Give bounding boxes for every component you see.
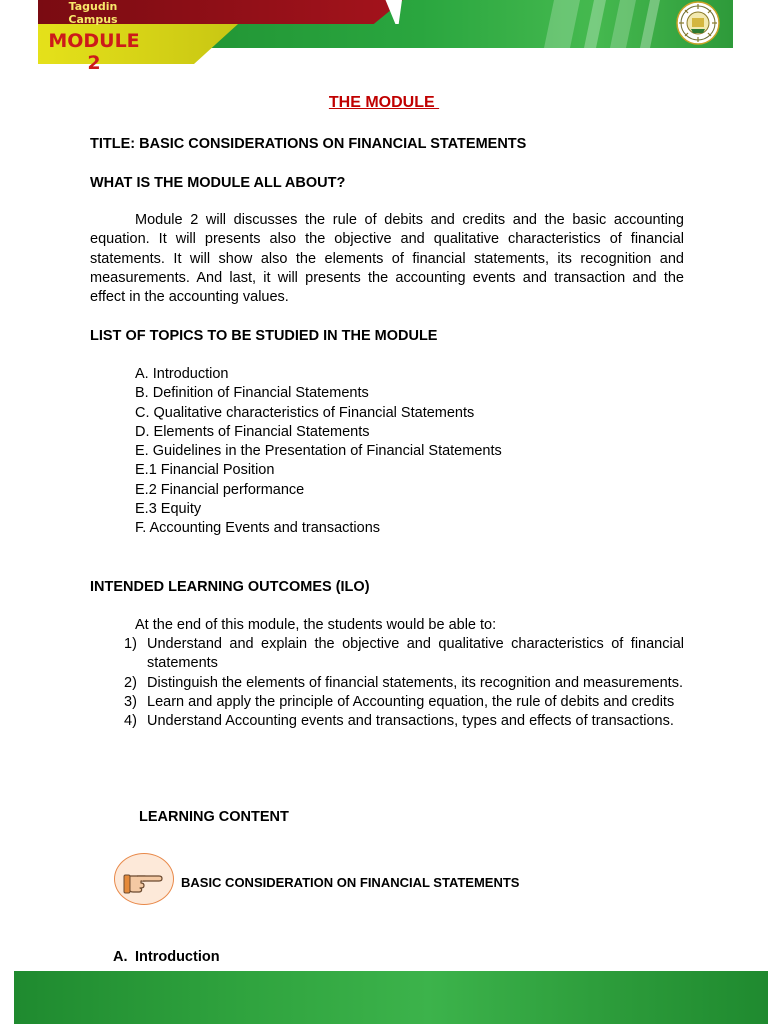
- ilo-text: Understand and explain the objective and qualitative characteristics of financial statements: [147, 636, 684, 672]
- footer-banner: [14, 971, 768, 1024]
- list-item: E.1 Financial Position: [135, 462, 275, 479]
- list-item: D. Elements of Financial Statements: [135, 423, 370, 440]
- ilo-text: Distinguish the elements of financial statements, its recognition and measurements.: [147, 674, 683, 691]
- learning-content-heading: LEARNING CONTENT: [139, 809, 289, 825]
- about-paragraph: [90, 211, 684, 307]
- ilo-intro: At the end of this module, the students would be able to:: [135, 617, 497, 633]
- ilo-list: [124, 635, 684, 731]
- header-stripes: [540, 0, 690, 48]
- section-a-number: A.: [113, 949, 128, 965]
- pointing-hand-icon: [115, 854, 173, 904]
- ilo-number: 3): [124, 693, 137, 710]
- list-item: A. Introduction: [135, 366, 229, 382]
- list-item: E.3 Equity: [135, 501, 202, 518]
- module-number: MODULE 2: [48, 30, 140, 74]
- list-item: B. Definition of Financial Statements: [135, 385, 369, 402]
- section-a-title: Introduction: [135, 949, 220, 965]
- about-heading: WHAT IS THE MODULE ALL ABOUT?: [90, 175, 346, 191]
- list-item: E. Guidelines in the Presentation of Financial Statements: [135, 443, 502, 460]
- ilo-heading: INTENDED LEARNING OUTCOMES (ILO): [90, 579, 370, 595]
- topics-heading: LIST OF TOPICS TO BE STUDIED IN THE MODULE: [90, 328, 438, 344]
- basic-consideration-label: BASIC CONSIDERATION ON FINANCIAL STATEMENTS: [181, 875, 520, 890]
- ilo-item: [124, 712, 684, 731]
- about-text: Module 2 will discusses the rule of debits and credits and the basic accounting equation. It will presents also the objective and qualitative characteristics of financial statements. It will show also the elements of financial statements, its recognition and measurements. And last, it will presents the accounting events and transaction and the effect in the accounting values.: [90, 212, 684, 306]
- ilo-item: [124, 693, 684, 712]
- campus-label: Tagudin Campus: [68, 0, 118, 26]
- ilo-item: [124, 635, 684, 674]
- pointer-badge: [114, 853, 174, 905]
- module-title: TITLE: BASIC CONSIDERATIONS ON FINANCIAL STATEMENTS: [90, 136, 527, 152]
- ilo-number: 4): [124, 713, 137, 730]
- ilo-text: Understand Accounting events and transactions, types and effects of transactions.: [147, 713, 674, 730]
- ilo-item: [124, 674, 684, 693]
- ilo-text: Learn and apply the principle of Accounting equation, the rule of debits and credits: [147, 693, 675, 710]
- topics-list: [135, 365, 695, 539]
- university-seal-icon: [676, 1, 720, 45]
- ilo-number: 2): [124, 674, 137, 691]
- list-item: C. Qualitative characteristics of Financial Statements: [135, 404, 475, 421]
- main-title: THE MODULE: [328, 94, 440, 111]
- list-item: E.2 Financial performance: [135, 481, 305, 498]
- list-item: F. Accounting Events and transactions: [135, 520, 381, 537]
- ilo-number: 1): [124, 636, 137, 652]
